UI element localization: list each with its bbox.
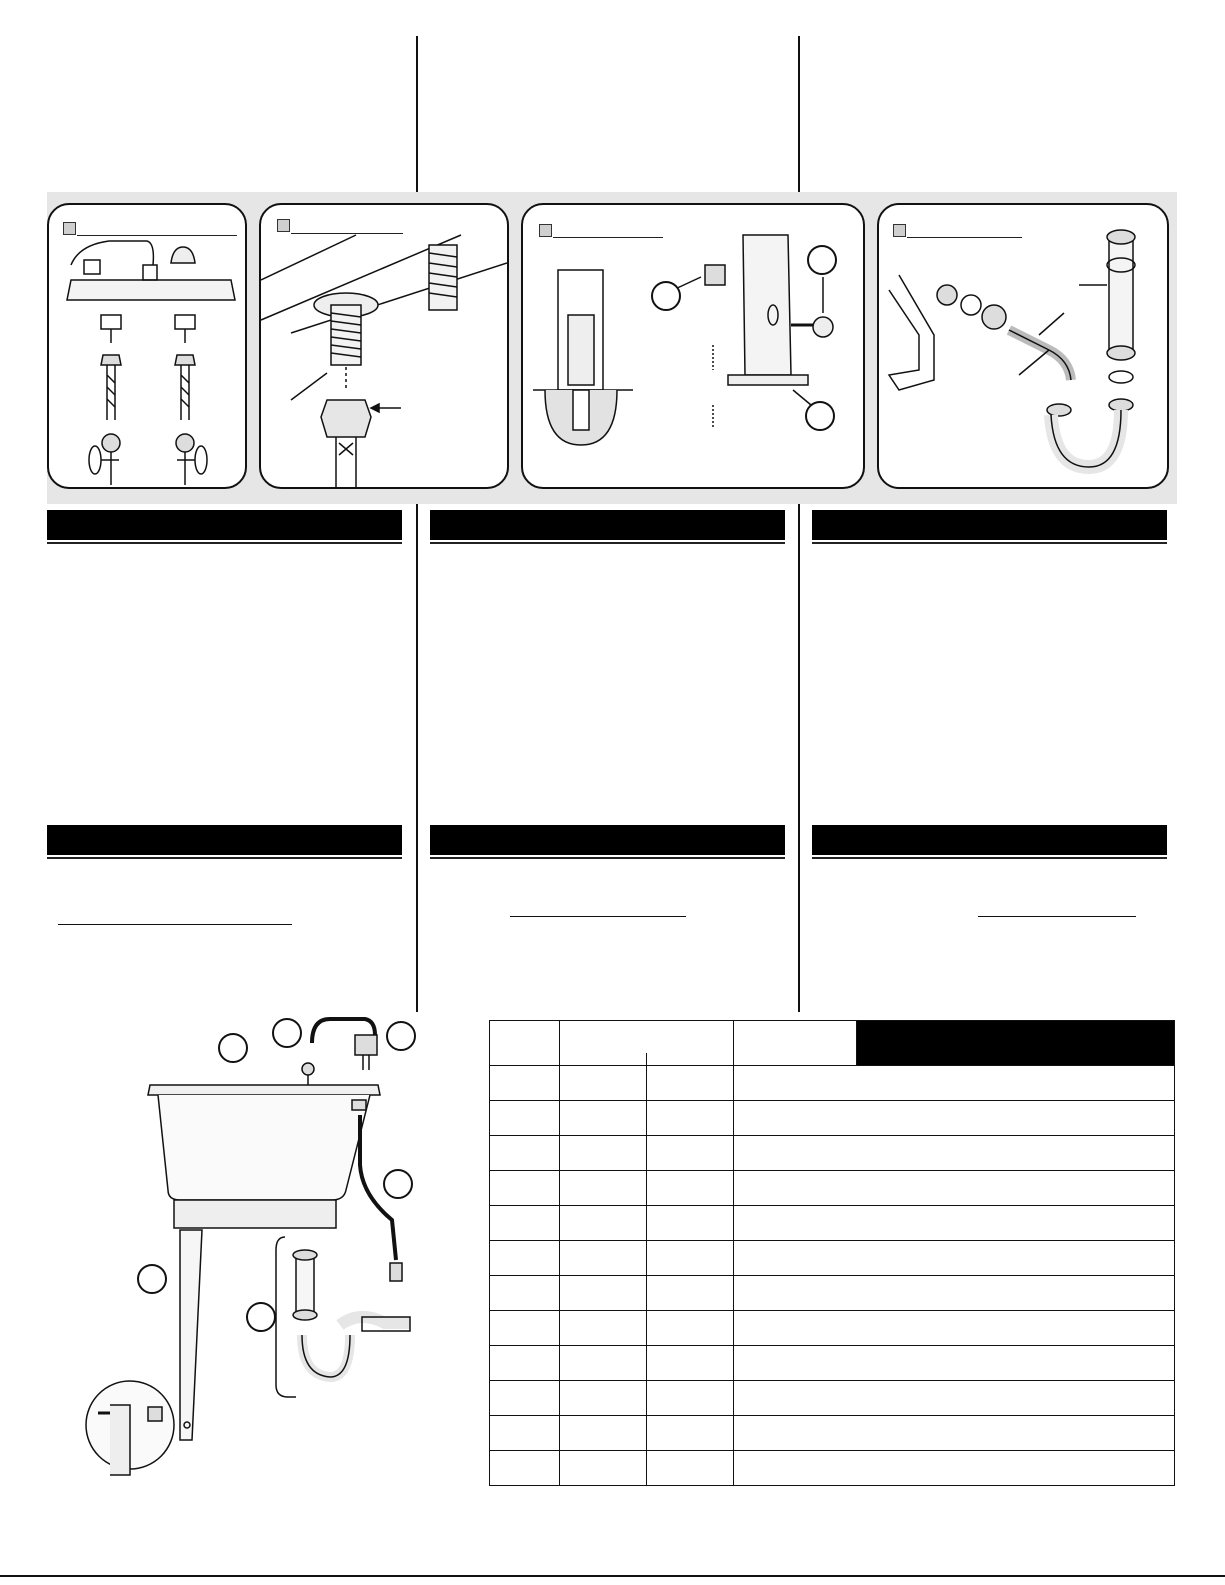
callout-circle <box>272 1018 302 1048</box>
section-header-rule <box>812 857 1167 859</box>
callout-circle <box>386 1021 416 1051</box>
table-row <box>490 1066 1175 1101</box>
header-subdivider <box>646 1053 647 1065</box>
callout-circle <box>383 1169 413 1199</box>
section-header-bar <box>430 510 785 540</box>
table-row <box>490 1381 1175 1416</box>
callout-circle <box>651 281 681 311</box>
column-divider-right-mid <box>798 504 800 1012</box>
header-cell <box>490 1021 560 1066</box>
table-row <box>490 1136 1175 1171</box>
table-row <box>490 1451 1175 1486</box>
fill-in-underline <box>978 916 1136 917</box>
table-row <box>490 1101 1175 1136</box>
section-header-rule <box>47 542 402 544</box>
table-row <box>490 1311 1175 1346</box>
callout-circle <box>805 401 835 431</box>
parts-table-header-row <box>490 1021 1175 1066</box>
table-row <box>490 1241 1175 1276</box>
figure-panel-faucet <box>47 203 247 489</box>
figure-panel-drain <box>877 203 1169 489</box>
table-row <box>490 1276 1175 1311</box>
figure-panel-threads <box>259 203 509 489</box>
header-cell <box>734 1021 857 1065</box>
table-row <box>490 1346 1175 1381</box>
section-header-bar <box>812 825 1167 855</box>
callout-circle <box>137 1264 167 1294</box>
table-row <box>490 1206 1175 1241</box>
figure-panel-leg-bracket <box>521 203 865 489</box>
header-cell <box>560 1021 734 1066</box>
column-divider-left-mid <box>416 504 418 1012</box>
table-row <box>490 1171 1175 1206</box>
section-header-rule <box>812 542 1167 544</box>
fill-in-underline <box>58 924 292 925</box>
callout-circle <box>246 1302 276 1332</box>
threads-illustration <box>261 205 507 487</box>
table-row <box>490 1416 1175 1451</box>
section-header-bar <box>47 510 402 540</box>
section-header-bar <box>812 510 1167 540</box>
faucet-illustration <box>49 205 245 487</box>
header-cell-filled <box>857 1021 1174 1065</box>
parts-list-table <box>489 1020 1175 1486</box>
section-header-rule <box>430 857 785 859</box>
column-divider-right-top <box>798 36 800 193</box>
exploded-view-illustration <box>40 1005 480 1505</box>
section-header-rule <box>47 857 402 859</box>
header-cell-split <box>734 1021 1175 1066</box>
callout-circle <box>807 245 837 275</box>
callout-circle <box>218 1033 248 1063</box>
section-header-bar <box>430 825 785 855</box>
fill-in-underline <box>510 916 686 917</box>
drain-illustration <box>879 205 1167 487</box>
section-header-bar <box>47 825 402 855</box>
column-divider-left-top <box>416 36 418 193</box>
page-bottom-rule <box>0 1575 1225 1577</box>
section-header-rule <box>430 542 785 544</box>
